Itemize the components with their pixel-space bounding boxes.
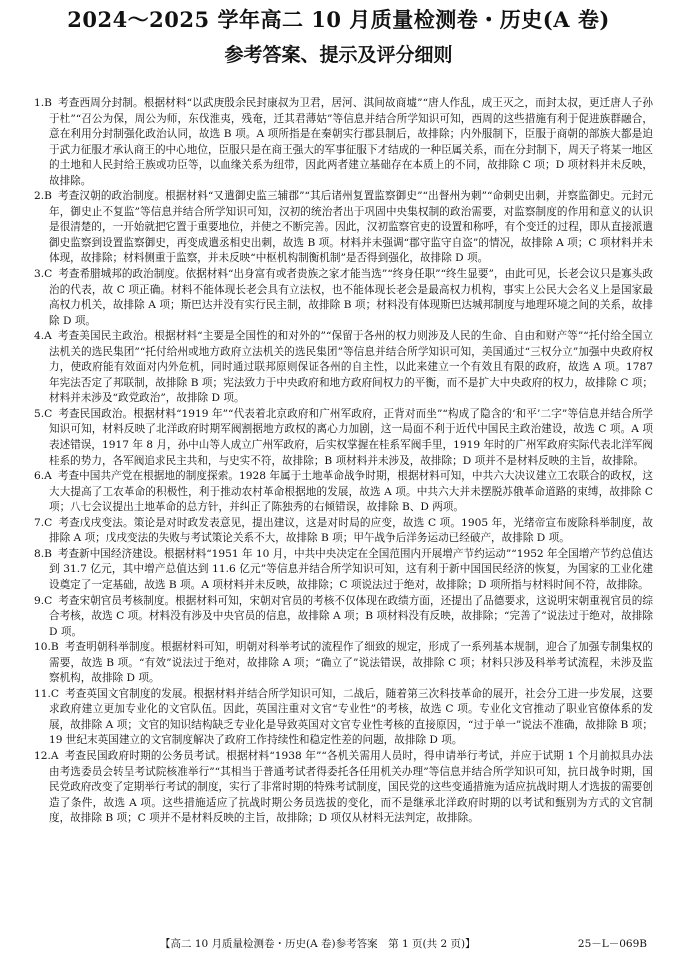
answer-item xyxy=(34,516,653,547)
answer-item xyxy=(34,594,653,641)
answer-item xyxy=(34,267,653,329)
answer-explanation: 考查美国民主政治。根据材料“主要是全国性的和对外的”“保留于各州的权力则涉及人民的生命、自由和财产等”“托付给全国立法机关的选民集团”“托付给州或地方政府立法机关的选民集团”等信息并结合所学知识可知，美国通过“三权分立”加强中央政府权力，使政府能有效面对内外危机，同时通过联邦原则保证各州的自主性，以此来建立一个有效且有限的政府，故选 A 项。1787 年宪法否定了邦联制，故排除 B 项；宪法致力于中央政府和地方政府间权力的平衡，而不是扩大中央政府的权力，故排除 C 项；材料并未涉及“政党政治”，故排除 D 项。 xyxy=(49,330,653,405)
answer-choice: B xyxy=(44,97,52,109)
answer-item xyxy=(34,96,653,189)
answer-choice: B xyxy=(50,641,59,654)
answer-choice: B xyxy=(44,190,52,203)
answer-choice: C xyxy=(44,594,53,607)
page-footer xyxy=(0,934,677,954)
answer-number: 10. xyxy=(34,641,51,654)
answer-choice: C xyxy=(44,407,53,420)
answer-explanation: 考查英国文官制度的发展。根据材料并结合所学知识可知，二战后，随着第三次科技革命的展开，社会分工进一步发展，这要求政府建立更加专业化的文官队伍。因此，英国注重对文官“专业性”的考核，故选 C 项。专业化文官推动了职业官僚体系的发展，故排除 A 项；文官的知识结构缺乏专业化是导致英国对文官专业性考核的直接原因，“过于单一”说法不准确，故排除 B 项；19 世纪末英国建立的文官制度解决了政府工作持续性和稳定性差的问题，故排除 D 项。 xyxy=(49,687,653,747)
answer-number: 5. xyxy=(34,407,45,420)
answer-choice: C xyxy=(50,687,59,700)
answer-number: 1. xyxy=(34,97,45,109)
answer-item xyxy=(34,407,653,469)
answer-item xyxy=(34,687,653,749)
footer-code: 25－L－069B xyxy=(577,938,647,950)
answer-choice: C xyxy=(44,268,53,281)
answer-explanation: 考查汉朝的政治制度。根据材料“又遣御史监三辅郡”“其后诸州复置监察御史”“出督州为刺”“命刺史出刺，并察监御史。元封元年，御史止不复监”等信息并结合所学知识可知，汉初的统治者出于巩固中央集权制的政治需要，对监察制度的作用和意义的认识是很清楚的，一开始就把它置于重要地位，并使之不断完善。因此，汉初监察官吏的设置和称呼，有个变迁的过程，即从直接派遣御史监察到设置监察御史，再变成遣丞相史出刺，故选 B 项。材料并未强调“郡守监守自盗”的情况，故排除 A 项；C 项材料并未体现，故排除；材料侧重于监察，并未反映“中枢机构制衡机制”是否得到强化，故排除 D 项。 xyxy=(49,190,653,265)
answer-choice: A xyxy=(44,470,52,483)
answer-item xyxy=(34,189,653,267)
answer-explanation: 考查中国共产党在根据地的制度探索。1928 年属于土地革命战争时期，根据材料可知，中共六大决议建立工农联合的政权，这大大提高了工农革命的积极性，利于推动农村革命根据地的发展，故选 A 项。中共六大并未摆脱苏俄革命道路的束缚，故排除 C 项；八七会议提出土地革命的总方针，并纠正了陈独秀的右倾错误，故排除 B、D 两项。 xyxy=(49,470,653,514)
answer-choice: A xyxy=(50,749,59,762)
answer-explanation: 考查西周分封制。根据材料“以武庚殷余民封康叔为卫君，居河、淇间故商墟”“唐人作乱，成王灭之，而封太叔，更迁唐人子孙于杜”“召公为保，周公为师，东伐淮夷，残奄，迁其君薄姑”等信息并结合所学知识可知，西周的这些措施有利于促进族群融合，意在利用分封制强化政治认同，故选 B 项。A 项所指是在秦朝实行郡县制后，故排除；内外服制下，臣服于商朝的部族大都是迫于武力征服才承认商王的中心地位，臣服只是在商王强大的军事征服下才结成的一种臣属关系，而在分封制下，周天子将某一地区的土地和人民封给王族或功臣等，以血缘关系为纽带，因此两者建立基础存在本质上的不同，故排除 C 项；D 项材料并未反映，故排除。 xyxy=(49,97,653,187)
document-title: 2024～2025 学年高二 10 月质量检测卷・历史(A 卷) xyxy=(67,7,610,32)
answer-explanation: 考查宋朝官员考核制度。根据材料可知，宋朝对官员的考核不仅体现在政绩方面，还提出了品德要求，这说明宋朝重视官员的综合考核，故选 C 项。材料没有涉及中央官员的信息，故排除 A 项；B 项材料没有反映，故排除；“完善了”说法过于绝对，故排除 D 项。 xyxy=(49,594,653,638)
answer-number: 7. xyxy=(34,516,45,529)
answer-item xyxy=(34,547,653,594)
answer-item xyxy=(34,640,653,687)
document-subtitle: 参考答案、提示及评分细则 xyxy=(224,44,453,66)
answer-choice: C xyxy=(44,516,53,529)
answer-number: 3. xyxy=(34,268,45,281)
footer-page-info: 【高二 10 月质量检测卷・历史(A 卷)参考答案 第 1 页(共 2 页)】 xyxy=(160,938,476,950)
answer-explanation: 考查民国政治。根据材料“1919 年”“代表着北京政府和广州军政府，正背对而坐”“构成了隐含的‘和平’二字”等信息并结合所学知识可知，材料反映了北洋政府时期军阀割据地方政权的离心力加剧，这一局面不利于近代中国民主政治建设，故选 C 项。A 项表述错误，1917 年 8 月，孙中山等人成立广州军政府，后实权掌握在桂系军阀手里，1919 年时的广州军政府实际代表北洋军阀桂系的势力，各军阀追求民主共和，与史实不符，故排除；B 项材料并未涉及，故排除；D 项并不是材料反映的主旨，故排除。 xyxy=(49,407,653,467)
answer-number: 8. xyxy=(34,547,45,560)
answer-explanation: 考查明朝科举制度。根据材料可知，明朝对科举考试的流程作了细致的规定，形成了一系列基本规制，迎合了加强专制集权的需要，故选 B 项。“有效”说法过于绝对，故排除 A 项；“确立了”说法错误，故排除 C 项；材料只涉及科举考试流程，未涉及监察机构，故排除 D 项。 xyxy=(49,641,653,685)
answer-choice: B xyxy=(44,547,52,560)
answer-number: 11. xyxy=(34,687,51,700)
answer-number: 9. xyxy=(34,594,45,607)
answer-item xyxy=(34,329,653,407)
answer-explanation: 考查民国政府时期的公务员考试。根据材料“1938 年”“各机关需用人员时，得申请举行考试，并应于试期 1 个月前拟具办法由考选委员会转呈考试院核准举行”“其相当于普通考试者得委托各任用机关办理”等信息并结合所学知识可知，抗日战争时期，国民党政府改变了定期举行考试的制度，实行了非常时期的特殊考试制度，国民党的这些变通措施为适应抗战时期人才选拔的需要创造了条件，故选 A 项。这些措施适应了抗战时期公务员选拔的变化，而不是继承北洋政府时期的以考试和甄别为方式的文官制度，故排除 B 项；C 项并不是材料反映的主旨，故排除；D 项仅从材料无法判定，故排除。 xyxy=(49,749,653,825)
answer-item xyxy=(34,469,653,516)
answer-number: 6. xyxy=(34,470,45,483)
answer-explanation: 考查希腊城邦的政治制度。依据材料“出身富有或者贵族之家才能当选”“终身任职”“终生显要”，由此可见，长老会议只是寡头政治的代表，故 C 项正确。材料不能体现长老会具有立法权，也不能体现长老会是最高权力机构，事实上公民大会名义上是国家最高权力机关，故排除 A 项；斯巴达并没有实行民主制，故排除 B 项；材料没有体现斯巴达城邦制度与地理环境之间的关系，故排除 D 项。 xyxy=(49,268,653,327)
answer-explanation: 考查戊戌变法。策论是对时政发表意见，提出建议，这是对时局的应变，故选 C 项。1905 年，光绪帝宣布废除科举制度，故排除 A 项；戊戌变法的失败与考试策论关系不大，故排除 B 项；甲午战争后洋务运动已经破产，故排除 D 项。 xyxy=(49,516,653,545)
answer-item xyxy=(34,749,653,827)
answer-number: 2. xyxy=(34,190,45,203)
answer-number: 4. xyxy=(34,330,45,343)
answer-number: 12. xyxy=(34,749,51,762)
answer-list xyxy=(34,96,653,827)
answer-choice: A xyxy=(44,330,52,343)
answer-explanation: 考查新中国经济建设。根据材料“1951 年 10 月，中共中央决定在全国范围内开展增产节约运动”“1952 年全国增产节约总值达到 31.7 亿元，其中增产总值达到 11.6 亿元”等信息并结合所学知识可知，这有利于新中国国民经济的恢复，为国家的工业化建设奠定了一定基础，故选 B 项。A 项材料并未反映，故排除；C 项说法过于绝对，故排除；D 项所指与材料时间不符，故排除。 xyxy=(49,547,653,591)
